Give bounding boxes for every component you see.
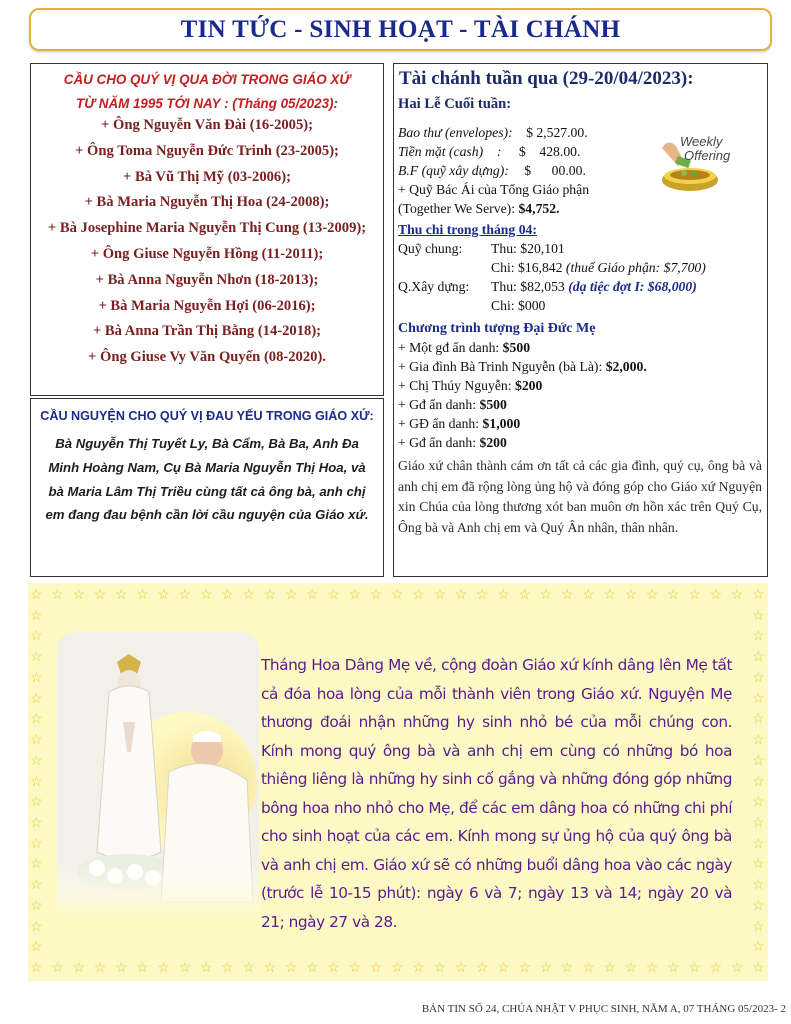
- cash-value: $ 428.00.: [518, 144, 581, 159]
- star-border-icon: ☆: [752, 857, 765, 873]
- star-border-icon: ☆: [688, 588, 701, 603]
- sick-prayer-box: [30, 398, 384, 577]
- star-border-icon: ☆: [539, 588, 553, 603]
- list-item: + Ông Nguyễn Văn Đài (16-2005);: [101, 117, 313, 133]
- page-title: TIN TỨC - SINH HOẠT - TÀI CHÁNH: [180, 15, 621, 43]
- star-border-icon: ☆: [497, 961, 510, 976]
- star-border-icon: ☆: [391, 588, 404, 603]
- star-border-icon: ☆: [157, 961, 170, 976]
- star-border-icon: ☆: [539, 961, 553, 976]
- bf-label: B.F (quỹ xây dựng):: [398, 163, 509, 178]
- star-border-icon: ☆: [752, 733, 765, 749]
- star-border-icon: ☆: [560, 961, 574, 976]
- star-border-icon: ☆: [72, 961, 86, 976]
- star-border-icon: ☆: [199, 588, 213, 603]
- general-expense: Chi: $16,842 (thuế Giáo phận: $7,700): [491, 260, 706, 275]
- star-border-icon: ☆: [30, 919, 43, 935]
- star-border-icon: ☆: [369, 588, 383, 603]
- star-border-icon: ☆: [221, 961, 234, 976]
- charity-value: $4,752.: [518, 201, 560, 216]
- star-border-icon: ☆: [51, 588, 64, 603]
- star-border-icon: ☆: [30, 940, 43, 956]
- star-border-icon: ☆: [30, 795, 43, 811]
- star-border-icon: ☆: [667, 588, 680, 603]
- star-border-icon: ☆: [30, 650, 43, 666]
- thanks-paragraph: Giáo xứ chân thành cám ơn tất cả các gia đình, quý cụ, ông bà và anh chị em đã rộng lòng ủng hộ và đóng góp cho Giáo xứ Nguyện xin Chúa của lòng thương xót ban muôn ơn hồn xác trên Quý Cụ, Ông bà và Anh chị em và Quý Ân nhân, thân nhân.: [398, 458, 762, 535]
- deceased-list: [31, 113, 383, 371]
- deceased-subheading: TỪ NĂM 1995 TỚI NAY : (Tháng 05/2023):: [76, 96, 338, 111]
- star-border-icon: ☆: [30, 815, 43, 831]
- star-border-icon: ☆: [752, 608, 765, 624]
- charity-line1: + Quỹ Bác Ái của Tổng Giáo phận: [398, 182, 590, 197]
- star-border-icon: ☆: [582, 588, 595, 603]
- star-border-icon: ☆: [730, 588, 744, 603]
- star-border-icon: ☆: [30, 588, 43, 603]
- list-item: + Bà Anna Nguyễn Nhơn (18-2013);: [95, 271, 319, 288]
- star-border-icon: ☆: [93, 588, 107, 603]
- star-border-icon: ☆: [645, 588, 659, 603]
- envelopes-value: $ 2,527.00.: [526, 125, 588, 140]
- star-border-icon: ☆: [178, 588, 192, 603]
- star-border-icon: ☆: [752, 836, 765, 852]
- star-border-icon: ☆: [518, 961, 531, 976]
- star-border-icon: ☆: [221, 588, 234, 603]
- star-border-icon: ☆: [30, 878, 43, 894]
- mary-statue-photo: [57, 632, 259, 916]
- star-border-icon: ☆: [709, 961, 723, 976]
- svg-text:Weekly: Weekly: [680, 134, 723, 149]
- star-border-icon: ☆: [454, 588, 468, 603]
- donation-row: + GĐ ẩn danh: $1,000: [398, 416, 521, 431]
- donation-row: + Chị Thúy Nguyễn: $200: [398, 378, 543, 393]
- star-border-icon: ☆: [518, 588, 531, 603]
- star-border-icon: ☆: [348, 961, 362, 976]
- star-border-icon: ☆: [369, 961, 383, 976]
- star-border-icon: ☆: [688, 961, 701, 976]
- weekly-offering-icon: [654, 128, 734, 198]
- star-border-icon: ☆: [752, 650, 765, 666]
- star-border-icon: ☆: [327, 961, 340, 976]
- building-expense: Chi: $000: [491, 298, 546, 313]
- star-border-icon: ☆: [624, 961, 638, 976]
- star-border-icon: ☆: [284, 588, 298, 603]
- star-border-icon: ☆: [752, 940, 765, 956]
- flower-month-text: Tháng Hoa Dâng Mẹ về, cộng đoàn Giáo xứ kính dâng lên Mẹ tất cả đóa hoa lòng của mỗi thành viên trong Giáo xứ. Nguyện Mẹ thương đoái nhận những hy sinh nhỏ bé của mỗi chúng con. Kính mong quý ông bà và anh chị em cùng có những bó hoa thiêng liêng là những hy sinh cố gắng và những đóng góp những bông hoa nho nhỏ cho Mẹ, để các em dâng hoa có những chi phí cho sinh hoạt của các em. Kính mong sự ủng hộ của quý ông bà và anh chị em. Giáo xứ sẽ có những buổi dâng hoa vào các ngày (trước lễ 10-15 phút): ngày 6 và 7; ngày 13 và 14; ngày 20 và 21; ngày 27 và 28.: [261, 656, 732, 931]
- star-border-icon: ☆: [752, 919, 765, 935]
- star-border-icon: ☆: [752, 898, 765, 914]
- list-item: + Bà Vũ Thị Mỹ (03-2006);: [123, 168, 291, 185]
- star-border-icon: ☆: [752, 774, 765, 790]
- charity-row: [398, 199, 762, 218]
- star-border-icon: ☆: [30, 712, 43, 728]
- building-income: Thu: $82,053 (dạ tiệc đợt I: $68,000): [491, 279, 697, 294]
- donation-row: + Gđ ẩn danh: $500: [398, 397, 507, 412]
- star-border-icon: ☆: [582, 961, 595, 976]
- star-border-icon: ☆: [199, 961, 213, 976]
- month-heading: Thu chi trong tháng 04:: [398, 222, 537, 237]
- star-border-icon: ☆: [709, 588, 723, 603]
- star-border-icon: ☆: [645, 961, 659, 976]
- star-border-icon: ☆: [30, 836, 43, 852]
- list-item: + Ông Giuse Vy Văn Quyến (08-2020).: [88, 349, 326, 366]
- star-border-icon: ☆: [667, 961, 680, 976]
- star-border-icon: ☆: [752, 815, 765, 831]
- general-income-row: [398, 239, 762, 258]
- finance-title: Tài chánh tuần qua (29-20/04/2023):: [399, 68, 694, 89]
- star-border-icon: ☆: [752, 753, 765, 769]
- star-border-icon: ☆: [497, 588, 510, 603]
- donation-row: + Gđ ẩn danh: $200: [398, 435, 507, 450]
- building-expense-row: [398, 296, 762, 315]
- star-border-icon: ☆: [136, 961, 149, 976]
- star-border-icon: ☆: [30, 608, 43, 624]
- deceased-heading: CẦU CHO QUÝ VỊ QUA ĐỜI TRONG GIÁO XỨ: [63, 72, 351, 87]
- star-border-icon: ☆: [30, 898, 43, 914]
- list-item: + Bà Maria Nguyễn Thị Hoa (24-2008);: [84, 194, 330, 211]
- sick-names-text: Bà Nguyễn Thị Tuyết Ly, Bà Cẩm, Bà Ba, Anh Đa Minh Hoàng Nam, Cụ Bà Maria Nguyễn Thị Hoa, và bà Maria Lâm Thị Triều cùng tất cả ông bà, anh chị em đang đau bệnh cần lời cầu nguyện của Giáo xứ.: [45, 436, 369, 523]
- star-border-icon: ☆: [560, 588, 574, 603]
- star-border-icon: ☆: [475, 588, 489, 603]
- star-border-icon: ☆: [242, 588, 255, 603]
- star-border-icon: ☆: [178, 961, 192, 976]
- svg-text:Offering: Offering: [684, 148, 731, 163]
- list-item: + Bà Maria Nguyễn Hợi (06-2016);: [98, 297, 316, 314]
- page-title-box: [29, 8, 772, 51]
- star-border-icon: ☆: [51, 961, 64, 976]
- star-border-icon: ☆: [30, 670, 43, 686]
- star-border-icon: ☆: [263, 961, 277, 976]
- general-expense-row: [398, 258, 762, 277]
- general-income: Thu: $20,101: [491, 241, 565, 256]
- list-item: + Bà Anna Trần Thị Bằng (14-2018);: [92, 323, 322, 340]
- star-border-icon: ☆: [157, 588, 170, 603]
- star-border-icon: ☆: [752, 878, 765, 894]
- envelopes-label: Bao thư (envelopes):: [398, 125, 513, 140]
- star-border-icon: ☆: [752, 588, 765, 603]
- star-border-icon: ☆: [752, 712, 765, 728]
- star-border-icon: ☆: [30, 857, 43, 873]
- star-border-icon: ☆: [114, 961, 128, 976]
- star-border-icon: ☆: [433, 588, 447, 603]
- star-border-icon: ☆: [327, 588, 340, 603]
- weekend-heading: Hai Lễ Cuối tuần:: [398, 96, 512, 112]
- star-border-icon: ☆: [412, 588, 425, 603]
- star-border-icon: ☆: [603, 961, 616, 976]
- star-border-icon: ☆: [730, 961, 744, 976]
- star-border-icon: ☆: [412, 961, 425, 976]
- list-item: + Ông Toma Nguyễn Đức Trinh (23-2005);: [75, 142, 339, 159]
- star-border-icon: ☆: [30, 961, 43, 976]
- star-border-icon: ☆: [72, 588, 86, 603]
- deceased-prayer-box: [30, 63, 384, 396]
- star-border-icon: ☆: [433, 961, 447, 976]
- star-border-icon: ☆: [752, 795, 765, 811]
- star-border-icon: ☆: [624, 588, 638, 603]
- charity-label: (Together We Serve):: [398, 201, 516, 216]
- bf-value: $ 00.00.: [524, 163, 586, 178]
- star-border-icon: ☆: [752, 670, 765, 686]
- star-border-icon: ☆: [136, 588, 149, 603]
- star-border-icon: ☆: [306, 961, 319, 976]
- star-border-icon: ☆: [391, 961, 404, 976]
- star-border-icon: ☆: [263, 588, 277, 603]
- building-label: Q.Xây dựng:: [398, 279, 470, 294]
- list-item: + Bà Josephine Maria Nguyễn Thị Cung (13-2009);: [47, 220, 367, 237]
- star-border-icon: ☆: [114, 588, 128, 603]
- star-border-icon: ☆: [348, 588, 362, 603]
- star-border-icon: ☆: [752, 961, 765, 976]
- donation-row: + Một gđ ẩn danh: $500: [398, 340, 531, 355]
- star-border-icon: ☆: [30, 629, 43, 645]
- star-border-icon: ☆: [30, 774, 43, 790]
- star-border-icon: ☆: [93, 961, 107, 976]
- star-border-icon: ☆: [454, 961, 468, 976]
- star-border-icon: ☆: [752, 629, 765, 645]
- star-border-icon: ☆: [603, 588, 616, 603]
- star-border-icon: ☆: [242, 961, 255, 976]
- statue-heading: Chương trình tượng Đại Đức Mẹ: [398, 321, 596, 336]
- star-border-icon: ☆: [475, 961, 489, 976]
- star-border-icon: ☆: [306, 588, 319, 603]
- general-fund-label: Quỹ chung:: [398, 241, 463, 256]
- list-item: + Ông Giuse Nguyễn Hồng (11-2011);: [90, 245, 324, 262]
- sick-heading: CẦU NGUYỆN CHO QUÝ VỊ ĐAU YẾU TRONG GIÁO XỨ:: [40, 409, 374, 423]
- star-border-icon: ☆: [284, 961, 298, 976]
- finance-box: [393, 63, 768, 577]
- donation-row: + Gia đình Bà Trinh Nguyễn (bà Là): $2,000.: [398, 359, 647, 374]
- star-border-icon: ☆: [30, 733, 43, 749]
- star-border-icon: ☆: [30, 753, 43, 769]
- bulletin-footer: BẢN TIN SỐ 24, CHÚA NHẬT V PHỤC SINH, NĂM A, 07 THÁNG 05/2023- 2: [421, 1003, 786, 1015]
- building-income-row: [398, 277, 762, 296]
- cash-label: Tiền mặt (cash) :: [398, 144, 502, 159]
- star-border-icon: ☆: [752, 691, 765, 707]
- star-border-icon: ☆: [30, 691, 43, 707]
